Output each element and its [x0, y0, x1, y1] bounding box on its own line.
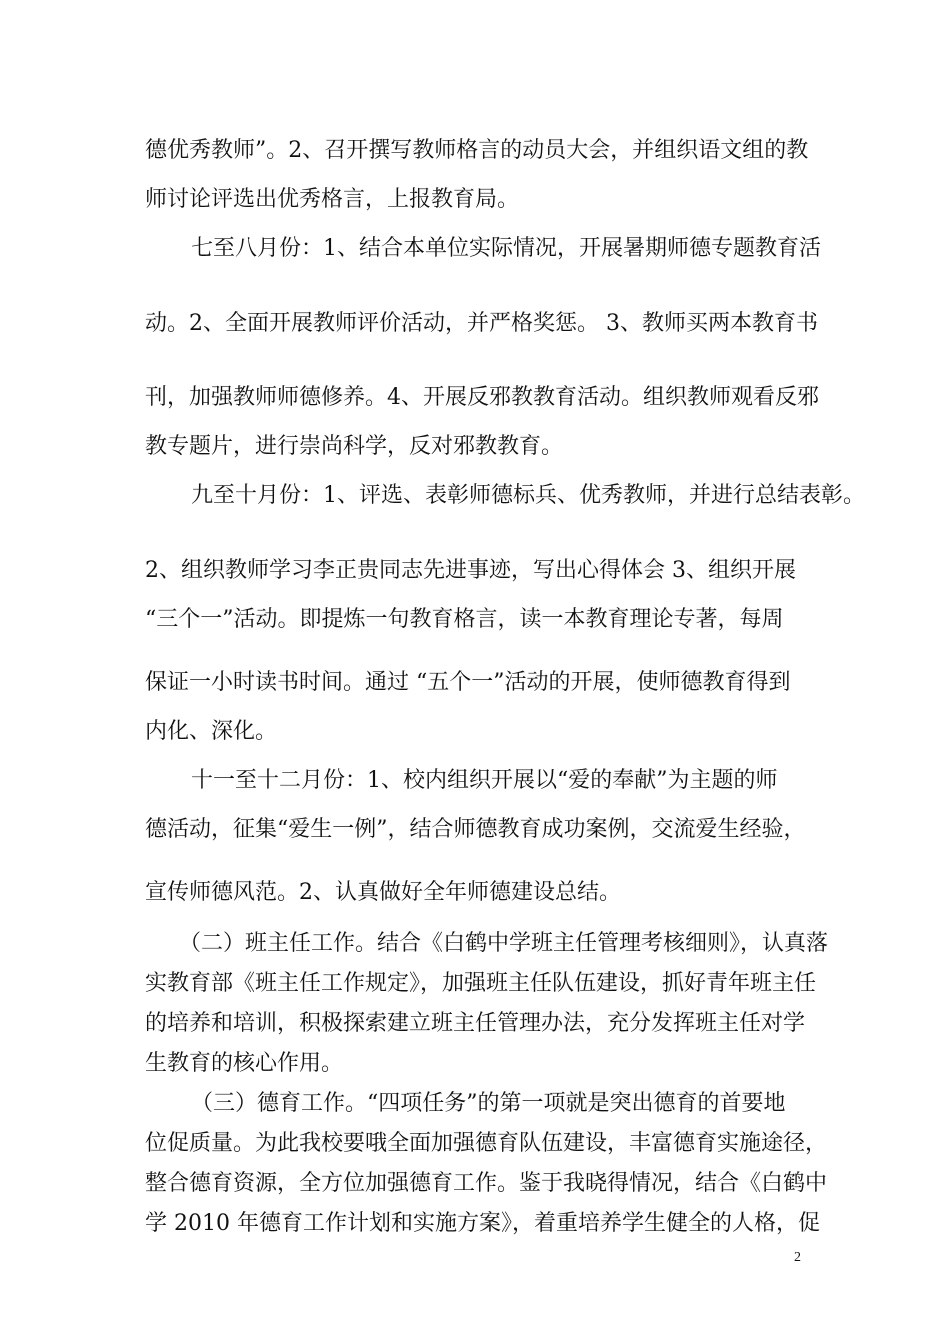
- text-line: 位促质量。为此我校要哦全面加强德育队伍建设，丰富德育实施途径，: [145, 1131, 828, 1156]
- page-number: 2: [794, 1250, 801, 1265]
- text-line: 教专题片，进行崇尚科学，反对邪教教育。: [145, 434, 564, 459]
- text-line: 实教育部《班主任工作规定》，加强班主任队伍建设，抓好青年班主任: [145, 971, 817, 996]
- text-line: 动。2、全面开展教师评价活动，并严格奖惩。 3、教师买两本教育书: [145, 311, 818, 336]
- text-line: （三）德育工作。“四项任务”的第一项就是突出德育的首要地: [191, 1091, 786, 1116]
- text-line: “三个一”活动。即提炼一句教育格言，读一本教育理论专著，每周: [145, 607, 784, 632]
- text-line: 刊，加强教师师德修养。4、开展反邪教教育活动。组织教师观看反邪: [145, 385, 819, 410]
- text-line: 师讨论评选出优秀格言，上报教育局。: [145, 187, 520, 212]
- text-line: 十一至十二月份：1、校内组织开展以“爱的奉献”为主题的师: [191, 768, 778, 793]
- text-line: 的培养和培训，积极探索建立班主任管理办法，充分发挥班主任对学: [145, 1011, 806, 1036]
- text-line: 德优秀教师”。2、召开撰写教师格言的动员大会，并组织语文组的教: [145, 138, 809, 163]
- text-line: （二）班主任工作。结合《白鹤中学班主任管理考核细则》，认真落: [179, 931, 829, 956]
- text-line: 宣传师德风范。2、认真做好全年师德建设总结。: [145, 880, 621, 905]
- text-line: 生教育的核心作用。: [145, 1051, 344, 1076]
- text-line: 学 2010 年德育工作计划和实施方案》，着重培养学生健全的人格，促: [145, 1211, 820, 1236]
- text-line: 九至十月份：1、评选、表彰师德标兵、优秀教师，并进行总结表彰。: [191, 483, 865, 508]
- text-line: 七至八月份：1、结合本单位实际情况，开展暑期师德专题教育活: [191, 236, 821, 261]
- text-line: 保证一小时读书时间。通过 “五个一”活动的开展，使师德教育得到: [145, 670, 791, 695]
- text-line: 2、组织教师学习李正贵同志先进事迹，写出心得体会 3、组织开展: [145, 558, 796, 583]
- text-line: 内化、深化。: [145, 719, 278, 744]
- text-line: 整合德育资源，全方位加强德育工作。鉴于我晓得情况，结合《白鹤中: [145, 1171, 828, 1196]
- text-line: 德活动，征集“爱生一例”，结合师德教育成功案例，交流爱生经验，: [145, 817, 806, 842]
